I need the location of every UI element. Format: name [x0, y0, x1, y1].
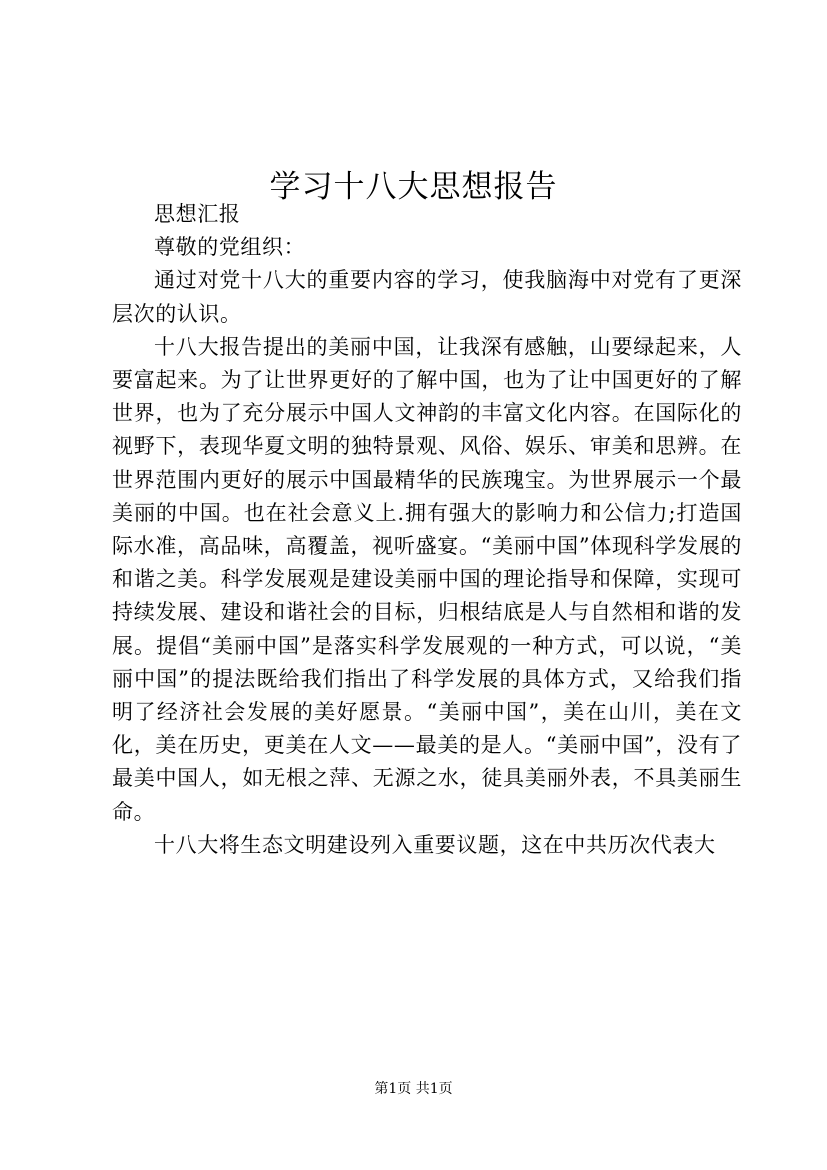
paragraph-intro: 通过对党十八大的重要内容的学习，使我脑海中对党有了更深层次的认识。	[112, 268, 742, 326]
paragraph-beautiful-china: 十八大报告提出的美丽中国，让我深有感触，山要绿起来，人要富起来。为了让世界更好的了解中国，也为了让中国更好的了解世界，也为了充分展示中国人文神韵的丰富文化内容。在国际化的视野下，表现华夏文明的独特景观、风俗、娱乐、审美和思辨。在世界范围内更好的展示中国最精华的民族瑰宝。为世界展示一个最美丽的中国。也在社会意义上.拥有强大的影响力和公信力;打造国际水准，高品味，高覆盖，视听盛宴。“美丽中国”体现科学发展的和谐之美。科学发展观是建设美丽中国的理论指导和保障，实现可持续发展、建设和谐社会的目标，归根结底是人与自然相和谐的发展。提倡“美丽中国”是落实科学发展观的一种方式，可以说，“美丽中国”的提法既给我们指出了科学发展的具体方式，又给我们指明了经济社会发展的美好愿景。“美丽中国”，美在山川，美在文化，美在历史，更美在人文——最美的是人。“美丽中国”，没有了最美中国人，如无根之萍、无源之水，徒具美丽外表，不具美丽生命。	[112, 334, 742, 824]
page-footer: 第1页 共1页	[374, 1081, 453, 1097]
document-body	[112, 198, 742, 862]
document-title: 学习十八大思想报告	[269, 168, 558, 205]
paragraph-ecological-civilization: 十八大将生态文明建设列入重要议题，这在中共历次代表大	[154, 832, 716, 857]
paragraph-salutation: 尊敬的党组织：	[154, 235, 306, 260]
paragraph-heading: 思想汇报	[154, 202, 241, 226]
